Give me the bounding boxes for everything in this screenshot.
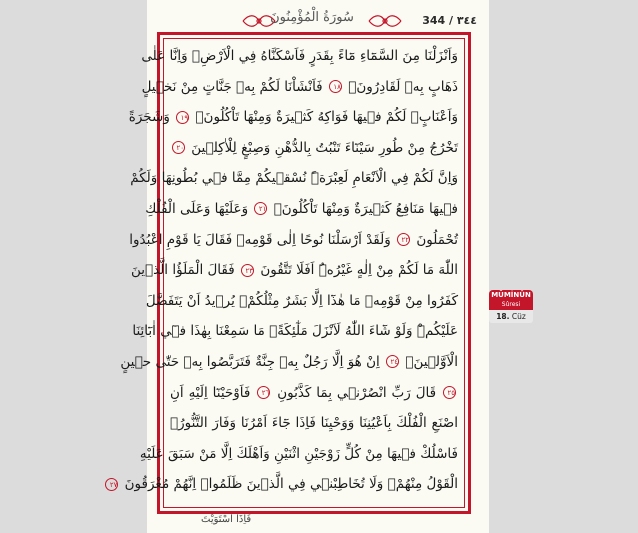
verse-text: تَخْرُجُ مِنْ طُورِ سَيْنَٓاءَ تَنْبُتُ بِالدُّهْنِ وَصِبْغٍ لِلْاٰكِل۪ينَ [191,139,458,156]
ayah-number-marker: ١٩ [176,111,189,124]
verse-line [132,316,458,347]
ayah-number-marker: ٢٠ [172,141,185,154]
juz-tab-surah-name: MÜMİNÛN [491,291,531,299]
verse-text: وَاِنَّ لَكُمْ فِي الْاَنْعَامِ لَعِبْرَةًۜ نُسْق۪يكُمْ مِمَّا ف۪ي بُطُونِهَا وَلَكُمْ [130,170,458,187]
surah-title: سُورَةُ الْمُؤْمِنُونَ [270,10,354,25]
juz-tab-number [489,310,533,323]
juz-tab-surah [489,290,533,310]
verse-lines [109,38,465,508]
verse-line [145,286,458,317]
verse-text: اللّٰهَ مَا لَكُمْ مِنْ اِلٰهٍ غَيْرُهُۜ اَفَلَا تَتَّقُونَ [260,262,458,279]
verse-text: اِنْ هُوَ اِلَّا رَجُلٌ بِه۪ جِنَّةٌ فَتَرَبَّصُوا بِه۪ حَتّٰى ح۪ينٍ [120,353,380,370]
verse-line [170,408,458,439]
juz-number: 18. [496,312,510,321]
verse-text: ذَهَابٍ بِه۪ لَقَادِرُونَۚ [348,78,458,95]
ornament-right-icon [367,13,403,29]
verse-line [129,225,458,256]
verse-text: قَالَ رَبِّ انْصُرْن۪ي بِمَا كَذَّبُونِ [277,384,437,401]
ayah-number-marker: ٢٤ [386,355,399,368]
verse-text: ف۪يهَا مَنَافِعُ كَث۪يرَةٌ وَمِنْهَا تَاْكُلُونَۙ [273,200,458,217]
verse-text: فَاسْلُكْ ف۪يهَا مِنْ كُلٍّ زَوْجَيْنِ اثْنَيْنِ وَاَهْلَكَ اِلَّا مَنْ سَبَقَ عَلَيْهِ [139,445,458,462]
verse-text: فَاَوْحَيْنَٓا اِلَيْهِ اَنِ [170,384,251,401]
ayah-number-marker: ١٨ [329,80,342,93]
juz-label: Cüz [511,312,526,321]
verse-text: عَلَيْكُمْۜ وَلَوْ شَٓاءَ اللّٰهُ لَاَنْزَلَ مَلٰٓئِكَةًۚ مَا سَمِعْنَا بِهٰذَا ف۪ٓي اٰبَٓائِنَا [132,323,458,340]
verse-line [139,439,458,470]
juz-tab[interactable] [489,290,533,324]
ayah-number-marker: ٢٥ [443,386,456,399]
verse-line [130,255,458,286]
page-number: 344 / ٣٤٤ [422,14,477,27]
footer-catchword: فَاِذَا اسْتَوَيْتَ [201,514,252,525]
page-header [155,8,481,34]
verse-line [130,163,458,194]
verse-text: كَفَرُوا مِنْ قَوْمِه۪ مَا هٰذَٓا اِلَّا بَشَرٌ مِثْلُكُمْۙ يُر۪يدُ اَنْ يَتَفَضَّلَ [145,292,458,309]
verse-text: تُحْمَلُونَ [416,231,458,248]
text-frame [109,32,471,514]
verse-line [141,41,458,72]
mushaf-page [109,0,489,533]
verse-line [109,469,458,500]
verse-line [170,133,458,164]
verse-text: وَاَنْزَلْنَا مِنَ السَّمَٓاءِ مَٓاءً بِقَدَرٍ فَاَسْكَنَّاهُ فِي الْاَرْضِۗ وَاِنَّا عَلٰى [141,48,458,64]
verse-text: الْقَوْلُ مِنْهُمْۚ وَلَا تُخَاطِبْن۪ي فِي الَّذ۪ينَ ظَلَمُواۚ اِنَّهُمْ مُغْرَقُونَ [124,476,458,493]
verse-text: وَلَقَدْ اَرْسَلْنَا نُوحًا اِلٰى قَوْمِه۪ فَقَالَ يَا قَوْمِ اعْبُدُوا [129,231,391,248]
ayah-number-marker: ٢٢ [397,233,410,246]
verse-line [120,347,458,378]
verse-line [141,72,458,103]
ayah-number-marker: ٢٦ [257,386,270,399]
ayah-number-marker: ٢٧ [105,478,118,491]
verse-text: وَاَعْنَابٍۢ لَكُمْ ف۪يهَا فَوَاكِهُ كَث۪يرَةٌ وَمِنْهَا تَاْكُلُونَۙ [195,109,458,126]
verse-text: فَقَالَ الْمَلَؤُا الَّذ۪ينَ [130,262,235,279]
verse-text: وَشَجَرَةً [128,109,170,126]
verse-text: فَاَنْشَاْنَا لَكُمْ بِه۪ جَنَّاتٍ مِنْ نَخ۪يلٍ [141,78,323,95]
ayah-number-marker: ٢١ [254,202,267,215]
verse-line [145,194,458,225]
verse-text: وَعَلَيْهَا وَعَلَى الْفُلْكِ [145,200,249,217]
verse-text: الْاَوَّل۪ينَۚ [405,353,458,370]
verse-line [128,102,458,133]
verse-text: اصْنَعِ الْفُلْكَ بِاَعْيُنِنَا وَوَحْيِنَا فَاِذَا جَٓاءَ اَمْرُنَا وَفَارَ التَّنُّورُۙ [170,415,458,432]
ayah-number-marker: ٢٣ [241,264,254,277]
verse-line [170,378,458,409]
juz-tab-surah-label: Sûresi [501,301,521,308]
